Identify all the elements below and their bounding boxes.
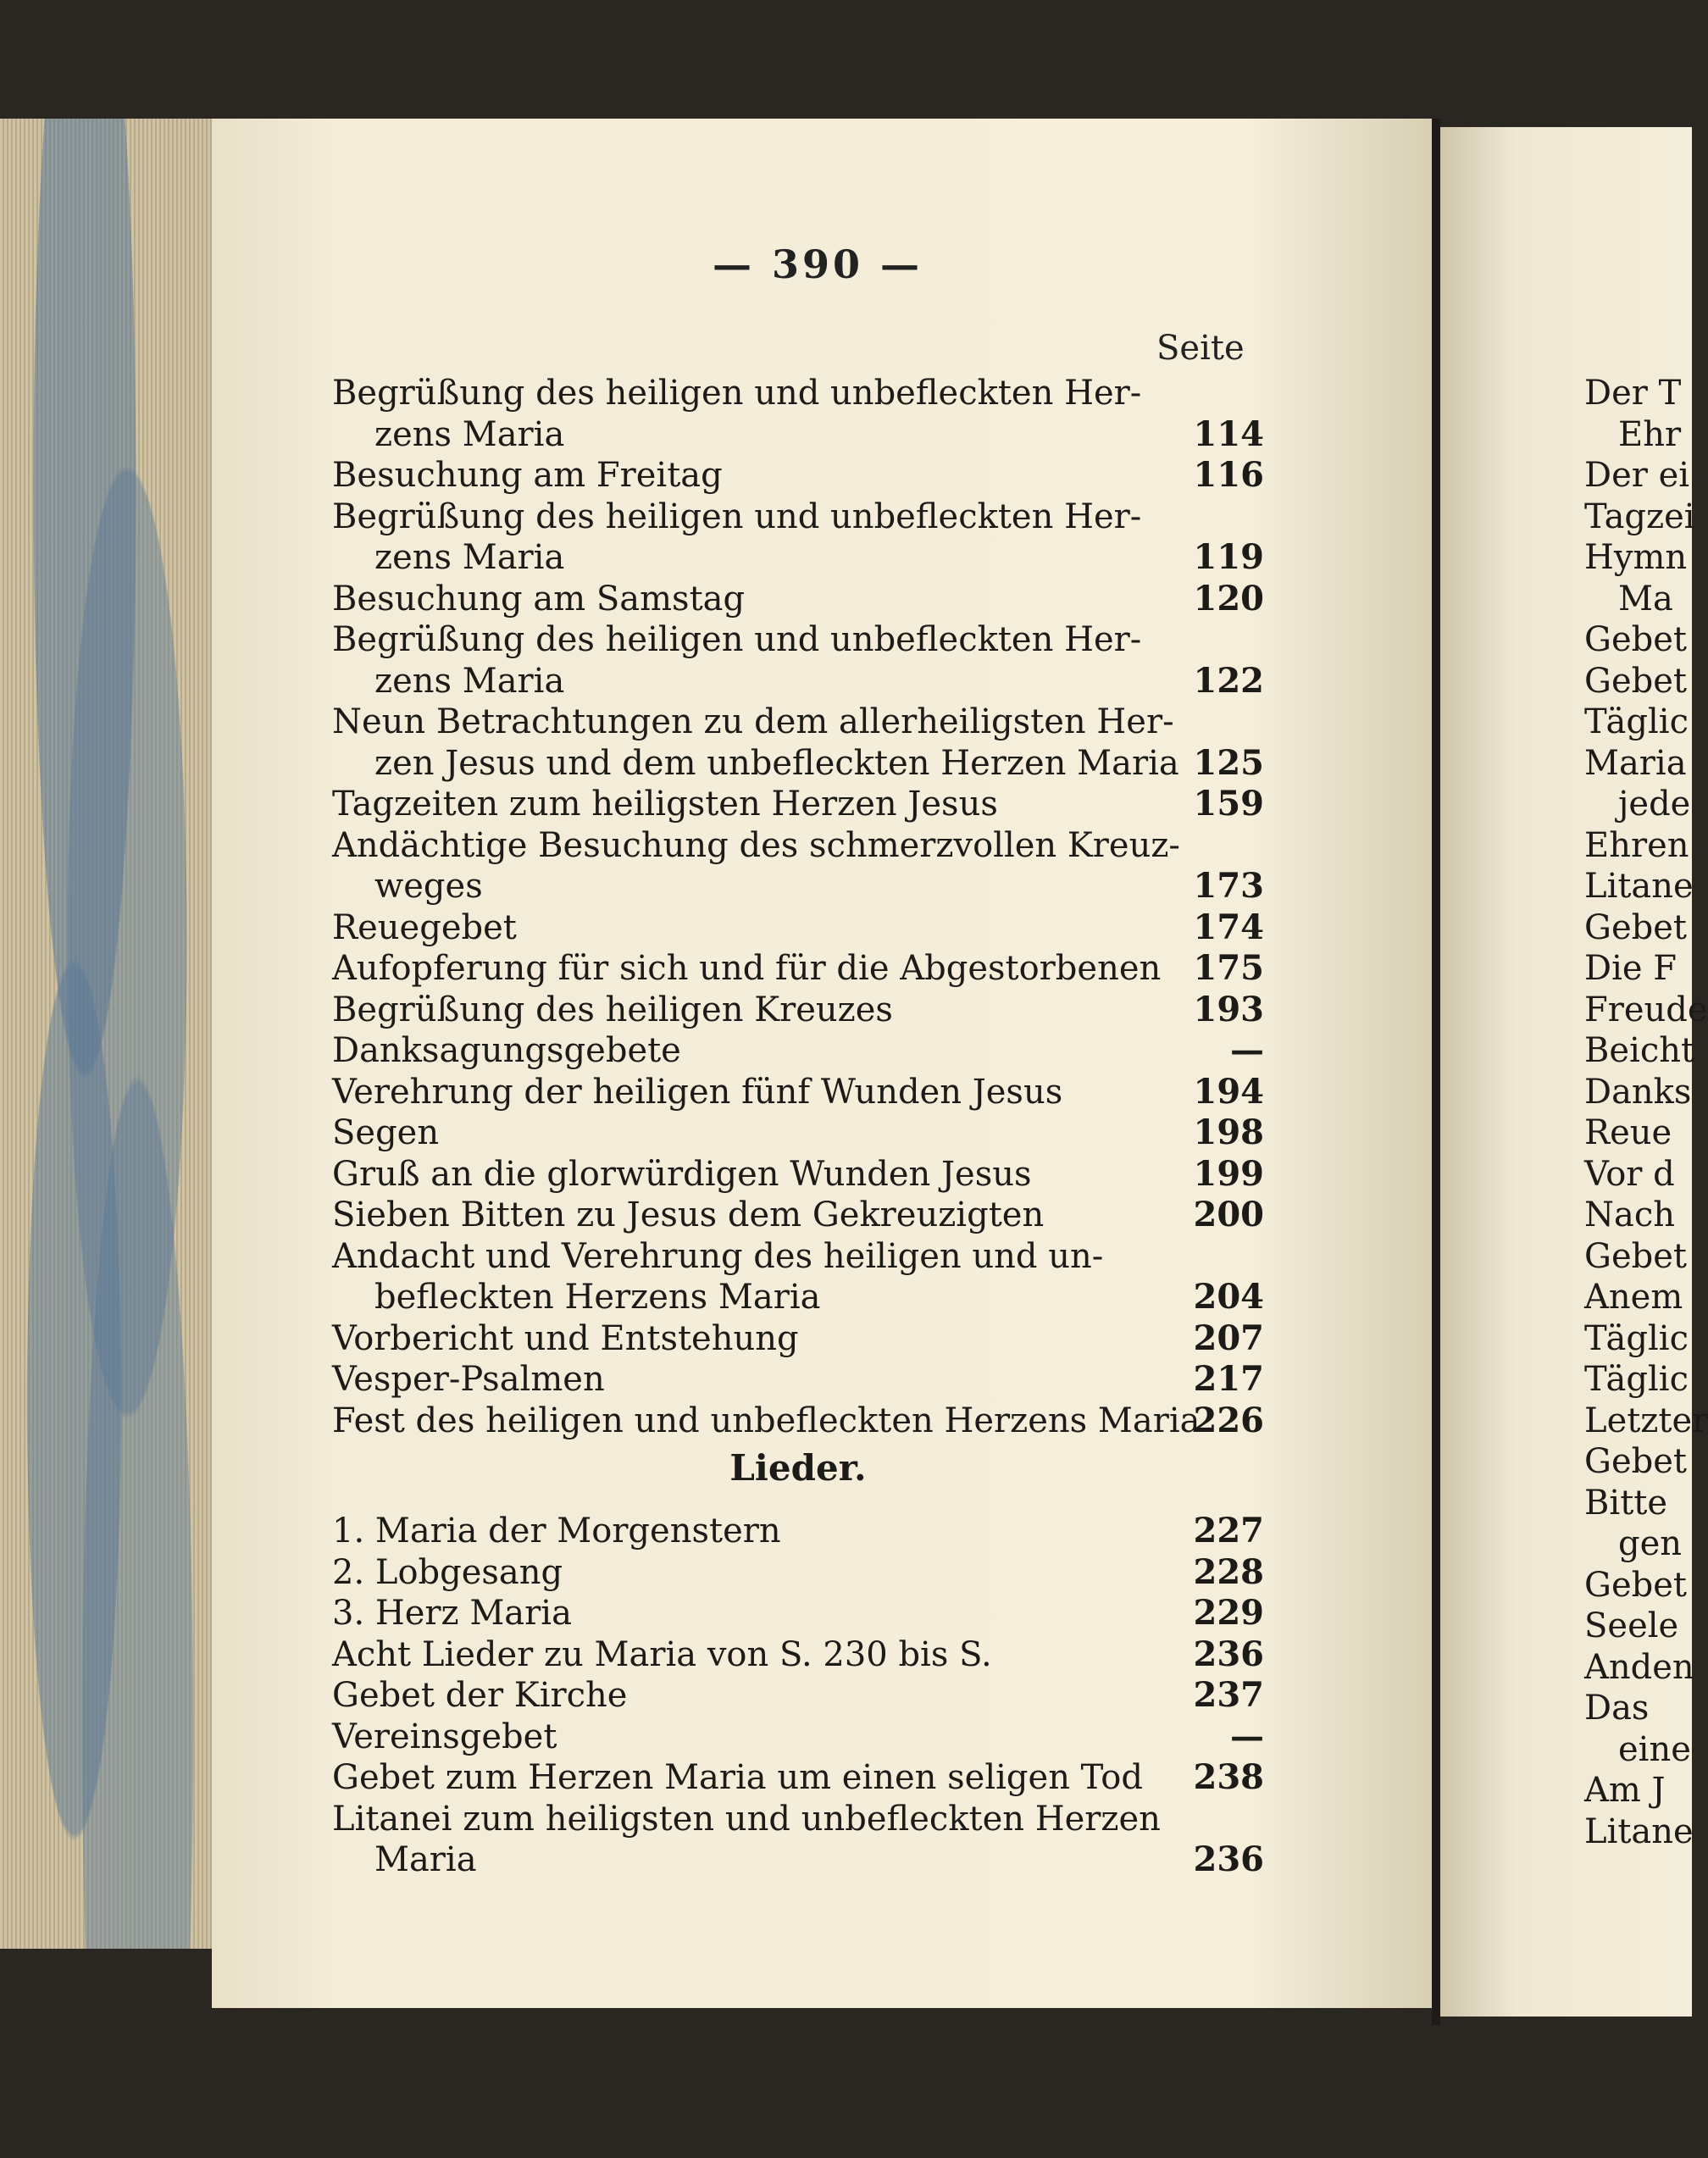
toc-entry-title: Segen	[332, 1113, 440, 1152]
right-page-line: gen	[1618, 1524, 1683, 1563]
right-page-line: jede	[1618, 785, 1691, 824]
toc-entry-title: Besuchung am Samstag	[332, 579, 746, 619]
toc-entry	[332, 619, 1264, 661]
right-page-line: Gebet	[1584, 1236, 1687, 1276]
toc-entry-title: Begrüßung des heiligen und unbefleckten Her-	[332, 374, 1142, 413]
toc-entry-page: 236	[1193, 1634, 1264, 1674]
toc-entry-page: 173	[1193, 866, 1264, 906]
right-page-line: Anden	[1584, 1647, 1694, 1687]
right-page-line: Täglic	[1584, 1318, 1689, 1358]
book-gutter	[1432, 119, 1440, 2025]
toc-entry-title: Besuchung am Freitag	[332, 456, 723, 495]
toc-entry-page: 175	[1193, 948, 1264, 988]
toc-entry-page: 125	[1193, 742, 1264, 783]
right-page-line: Das	[1584, 1689, 1650, 1728]
right-page-line: Anem	[1584, 1278, 1683, 1317]
toc-entry-page: —	[1230, 1030, 1264, 1070]
right-page-line: Bitte	[1584, 1483, 1668, 1523]
toc-entry	[332, 907, 1264, 949]
toc-entry	[332, 1593, 1264, 1634]
toc-entry-page: 119	[1193, 537, 1264, 577]
toc-entry-title: zens Maria	[374, 538, 565, 577]
toc-entry	[332, 866, 1264, 907]
toc-entry-title: 1. Maria der Morgenstern	[332, 1512, 781, 1551]
toc-entry-page: 207	[1193, 1318, 1264, 1358]
right-page-line: Gebet	[1584, 661, 1687, 701]
toc-entry-page: 226	[1193, 1400, 1264, 1440]
toc-entry-page: 228	[1193, 1551, 1264, 1592]
toc-entry-title: Aufopferung für sich und für die Abgestorbenen	[332, 949, 1162, 988]
toc-entry	[332, 1717, 1264, 1758]
toc-entry-title: Maria	[374, 1840, 477, 1879]
toc-entry	[332, 661, 1264, 702]
toc-entry-page: 199	[1193, 1153, 1264, 1194]
right-page-line: Vor d	[1584, 1154, 1675, 1194]
toc-entry-title: 2. Lobgesang	[332, 1552, 563, 1592]
right-page-line: Beicht	[1584, 1031, 1695, 1070]
toc-entry	[332, 1634, 1264, 1676]
toc-entry-title: zen Jesus und dem unbefleckten Herzen Maria	[374, 743, 1179, 783]
right-page-line: Gebet	[1584, 1565, 1687, 1605]
toc-entry	[332, 990, 1264, 1031]
right-page-line: Litane	[1584, 867, 1694, 906]
toc-entry-title: Vesper-Psalmen	[332, 1360, 605, 1399]
toc-entry-title: Tagzeiten zum heiligsten Herzen Jesus	[332, 785, 998, 824]
toc-entry-page: 229	[1193, 1593, 1264, 1633]
toc-entry	[332, 702, 1264, 743]
toc-entry-title: Begrüßung des heiligen und unbefleckten Her-	[332, 620, 1142, 659]
toc-entry-page: 193	[1193, 989, 1264, 1029]
toc-entry	[332, 1195, 1264, 1236]
right-page-line: Ehren	[1584, 825, 1689, 865]
toc-entry-title: Andacht und Verehrung des heiligen und un-	[332, 1236, 1104, 1276]
book-page-edges	[0, 119, 214, 1949]
right-page-line: Täglic	[1584, 702, 1689, 741]
toc-entry-page: 237	[1193, 1675, 1264, 1715]
toc-entry	[332, 743, 1264, 785]
right-page-line: Seele	[1584, 1606, 1679, 1645]
page-number: — 390 —	[712, 241, 923, 287]
toc-entry	[332, 1154, 1264, 1195]
toc-entry	[332, 784, 1264, 825]
right-page-line: Ehr	[1618, 414, 1682, 454]
toc-entry	[332, 579, 1264, 620]
songs-heading: Lieder.	[729, 1447, 867, 1489]
toc-entry	[332, 1757, 1264, 1799]
toc-entry-page: 217	[1193, 1359, 1264, 1399]
toc-entry	[332, 1359, 1264, 1401]
toc-entry-title: Vorbericht und Entstehung	[332, 1318, 799, 1358]
right-page-line: Danks	[1584, 1072, 1692, 1112]
right-page-line: Am J	[1584, 1771, 1666, 1810]
toc-entry-page: 159	[1193, 784, 1264, 824]
toc-entry-title: Litanei zum heiligsten und unbefleckten Herzen	[332, 1799, 1161, 1839]
toc-entry-page: 122	[1193, 660, 1264, 701]
toc-entry	[332, 1072, 1264, 1113]
toc-entry-title: Acht Lieder zu Maria von S. 230 bis S.	[332, 1634, 992, 1674]
toc-entry-title: Danksagungsgebete	[332, 1031, 681, 1070]
page-column-label: Seite	[1156, 329, 1245, 368]
toc-entry-title: Reuegebet	[332, 907, 517, 947]
toc-entry-title: befleckten Herzens Maria	[374, 1278, 821, 1317]
toc-entry-title: Vereinsgebet	[332, 1717, 557, 1756]
right-page-line: Letzter	[1584, 1401, 1708, 1440]
right-page-line: Ma	[1618, 579, 1673, 619]
toc-entry-page: 194	[1193, 1071, 1264, 1112]
right-page-line: Litane	[1584, 1811, 1694, 1851]
toc-entry-page: 236	[1193, 1839, 1264, 1879]
right-page-line: Hymn	[1584, 538, 1688, 577]
toc-entry	[332, 948, 1264, 990]
toc-entry	[332, 825, 1264, 867]
toc-entry-title: 3. Herz Maria	[332, 1594, 572, 1633]
toc-entry-title: Verehrung der heiligen fünf Wunden Jesus	[332, 1072, 1063, 1112]
toc-entry	[332, 1236, 1264, 1278]
toc-entry	[332, 373, 1264, 414]
toc-entry-page: 200	[1193, 1195, 1264, 1234]
toc-entry-page: 227	[1193, 1511, 1264, 1551]
toc-entry-page: 198	[1193, 1112, 1264, 1152]
toc-entry	[332, 1552, 1264, 1594]
toc-entry-title: Fest des heiligen und unbefleckten Herzens Maria	[332, 1401, 1201, 1440]
toc-entry-page: 238	[1193, 1757, 1264, 1797]
toc-entry-title: zens Maria	[374, 661, 565, 701]
right-page-line: Die F	[1584, 949, 1678, 988]
toc-entry-title: weges	[374, 867, 483, 906]
toc-entry-title: Gruß an die glorwürdigen Wunden Jesus	[332, 1154, 1032, 1194]
right-page-line: Täglic	[1584, 1360, 1689, 1399]
toc-entry-title: Begrüßung des heiligen Kreuzes	[332, 990, 893, 1029]
toc-entry	[332, 537, 1264, 579]
right-page-line: eine	[1618, 1729, 1691, 1769]
toc-entry-title: Begrüßung des heiligen und unbefleckten Her-	[332, 497, 1142, 536]
right-page-line: Gebet	[1584, 620, 1687, 659]
right-page-fragments	[1584, 373, 1708, 1852]
toc-entry	[332, 1401, 1264, 1442]
songs-list	[332, 1511, 1264, 1881]
toc-entry	[332, 455, 1264, 497]
right-page-line: Tagzei	[1584, 497, 1695, 536]
toc-entry	[332, 497, 1264, 538]
right-page-line: Der T	[1584, 374, 1682, 413]
table-of-contents	[332, 373, 1264, 1441]
toc-entry	[332, 1799, 1264, 1840]
toc-entry-title: Sieben Bitten zu Jesus dem Gekreuzigten	[332, 1195, 1045, 1234]
right-page-line: Gebet	[1584, 1442, 1687, 1481]
toc-entry-title: Gebet der Kirche	[332, 1676, 628, 1715]
toc-entry-page: 174	[1193, 907, 1264, 947]
toc-entry	[332, 1839, 1264, 1881]
right-page-line: Der ei	[1584, 456, 1690, 495]
right-page-line: Nach	[1584, 1195, 1676, 1234]
toc-entry	[332, 1030, 1264, 1072]
toc-entry	[332, 1511, 1264, 1552]
right-page-line: Freude	[1584, 990, 1708, 1029]
right-page-line: Reue	[1584, 1113, 1672, 1152]
toc-entry-page: 204	[1193, 1277, 1264, 1317]
toc-entry-title: Neun Betrachtungen zu dem allerheiligsten Her-	[332, 702, 1174, 741]
toc-entry	[332, 1318, 1264, 1360]
toc-entry-title: Andächtige Besuchung des schmerzvollen Kreuz-	[332, 825, 1180, 865]
toc-entry-title: zens Maria	[374, 414, 565, 454]
toc-entry	[332, 414, 1264, 456]
toc-entry	[332, 1277, 1264, 1318]
toc-entry	[332, 1675, 1264, 1717]
right-page-line: Maria	[1584, 743, 1687, 783]
toc-entry-page: 120	[1193, 578, 1264, 619]
toc-entry-page: 114	[1193, 413, 1264, 454]
toc-entry	[332, 1112, 1264, 1154]
toc-entry-page: 116	[1193, 455, 1264, 495]
toc-entry-page: —	[1230, 1716, 1264, 1756]
toc-entry-title: Gebet zum Herzen Maria um einen seligen Tod	[332, 1758, 1143, 1797]
right-page-line: Gebet	[1584, 907, 1687, 947]
